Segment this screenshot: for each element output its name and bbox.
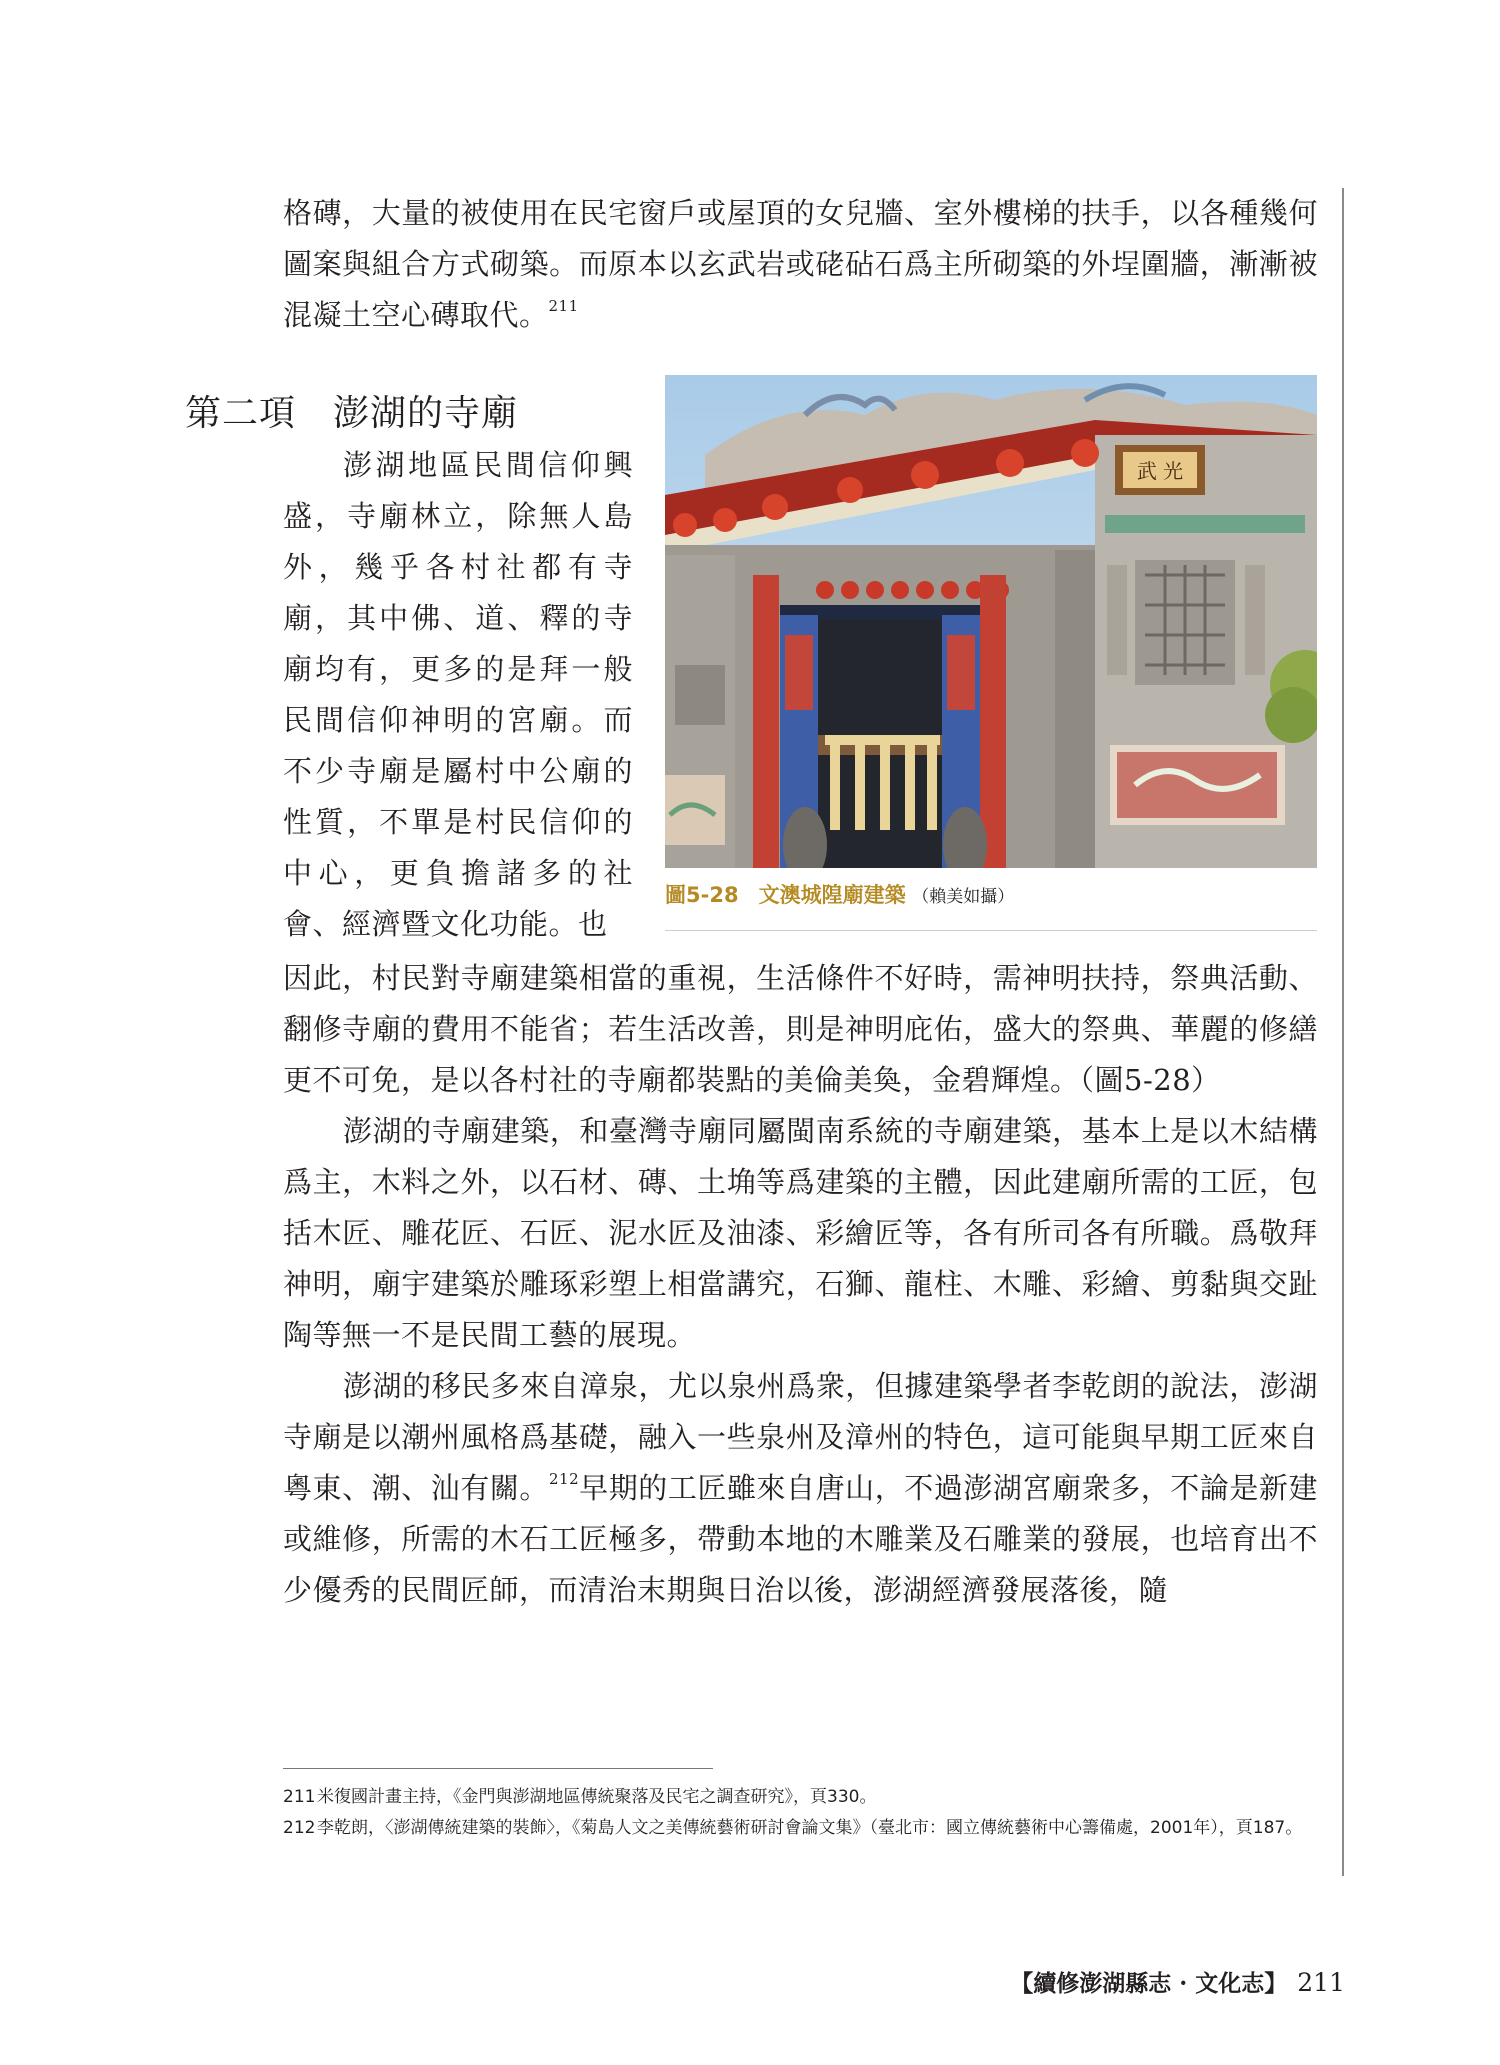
temple-photo	[665, 375, 1317, 868]
figure-number: 圖5-28	[665, 883, 739, 907]
footnote-211	[283, 1782, 1323, 1813]
paragraph-3-after: 早期的工匠雖來自唐山，不過澎湖宮廟衆多，不論是新建或維修，所需的木石工匠極多，帶動本地的木雕業及石雕業的發展，也培育出不少優秀的民間匠師，而清治末期與日治以後，澎湖經濟發展落後，隨	[283, 1471, 1318, 1607]
footnote-212	[283, 1813, 1323, 1844]
paragraph-2: 澎湖的寺廟建築，和臺灣寺廟同屬閩南系統的寺廟建築，基本上是以木結構爲主，木料之外，以石材、磚、土埆等爲建築的主體，因此建廟所需的工匠，包括木匠、雕花匠、石匠、泥水匠及油漆、彩繪匠等，各有所司各有所職。爲敬拜神明，廟宇建築於雕琢彩塑上相當講究，石獅、龍柱、木雕、彩繪、剪黏與交趾陶等無一不是民間工藝的展現。	[283, 1114, 1318, 1352]
footnote-number: 212	[283, 1818, 316, 1838]
figure-caption	[665, 880, 1317, 912]
footnotes	[283, 1782, 1323, 1844]
figure-credit: （賴美如攝）	[912, 887, 1015, 907]
paragraph-3-before: 澎湖的移民多來自漳泉，尤以泉州爲衆，但據建築學者李乾朗的說法，澎湖寺廟是以潮州風格爲基礎，融入一些泉州及漳州的特色，這可能與早期工匠來自粵東、潮、汕有關。	[283, 1369, 1318, 1505]
right-margin-rule	[1342, 188, 1344, 1876]
paragraph-3	[283, 1361, 1318, 1616]
page-number: 211	[1297, 1968, 1345, 1997]
section-heading: 第二項 澎湖的寺廟	[185, 393, 519, 434]
caption-rule	[665, 930, 1317, 931]
page-footer	[1010, 1965, 1345, 1998]
narrow-paragraph	[283, 440, 633, 950]
continuation-paragraph: 因此，村民對寺廟建築相當的重視，生活條件不好時，需神明扶持，祭典活動、翻修寺廟的費用不能省；若生活改善，則是神明庇佑，盛大的祭典、華麗的修繕更不可免，是以各村社的寺廟都裝點的美倫美奐，金碧輝煌。（圖5-28）	[283, 961, 1318, 1097]
footnote-text: 米復國計畫主持，《金門與澎湖地區傳統聚落及民宅之調查研究》，頁330。	[317, 1787, 877, 1807]
footnote-ref-211[interactable]: 211	[548, 297, 579, 315]
intro-text: 格磚，大量的被使用在民宅窗戶或屋頂的女兒牆、室外樓梯的扶手，以各種幾何圖案與組合方式砌築。而原本以玄武岩或硓砧石爲主所砌築的外埕圍牆，漸漸被混凝土空心磚取代。	[283, 196, 1318, 332]
main-body	[283, 953, 1318, 1616]
figure-title: 文澳城隍廟建築	[758, 883, 906, 907]
intro-paragraph	[283, 188, 1318, 341]
footnote-ref-212[interactable]: 212	[548, 1470, 580, 1488]
plaque-text: 武 光	[1136, 459, 1184, 483]
temple-illustration	[665, 375, 1317, 868]
footnote-number: 211	[283, 1787, 316, 1807]
running-title: 【續修澎湖縣志 · 文化志】	[1010, 1970, 1288, 1997]
footnote-text: 李乾朗，〈澎湖傳統建築的裝飾〉，《菊島人文之美傳統藝術研討會論文集》（臺北市：國立傳統藝術中心籌備處，2001年），頁187。	[317, 1818, 1303, 1838]
narrow-paragraph-text: 澎湖地區民間信仰興盛，寺廟林立，除無人島外，幾乎各村社都有寺廟，其中佛、道、釋的寺廟均有，更多的是拜一般民間信仰神明的宮廟。而不少寺廟是屬村中公廟的性質，不單是村民信仰的中心，更負擔諸多的社會、經濟暨文化功能。也	[283, 448, 633, 941]
footnote-rule	[283, 1768, 713, 1769]
